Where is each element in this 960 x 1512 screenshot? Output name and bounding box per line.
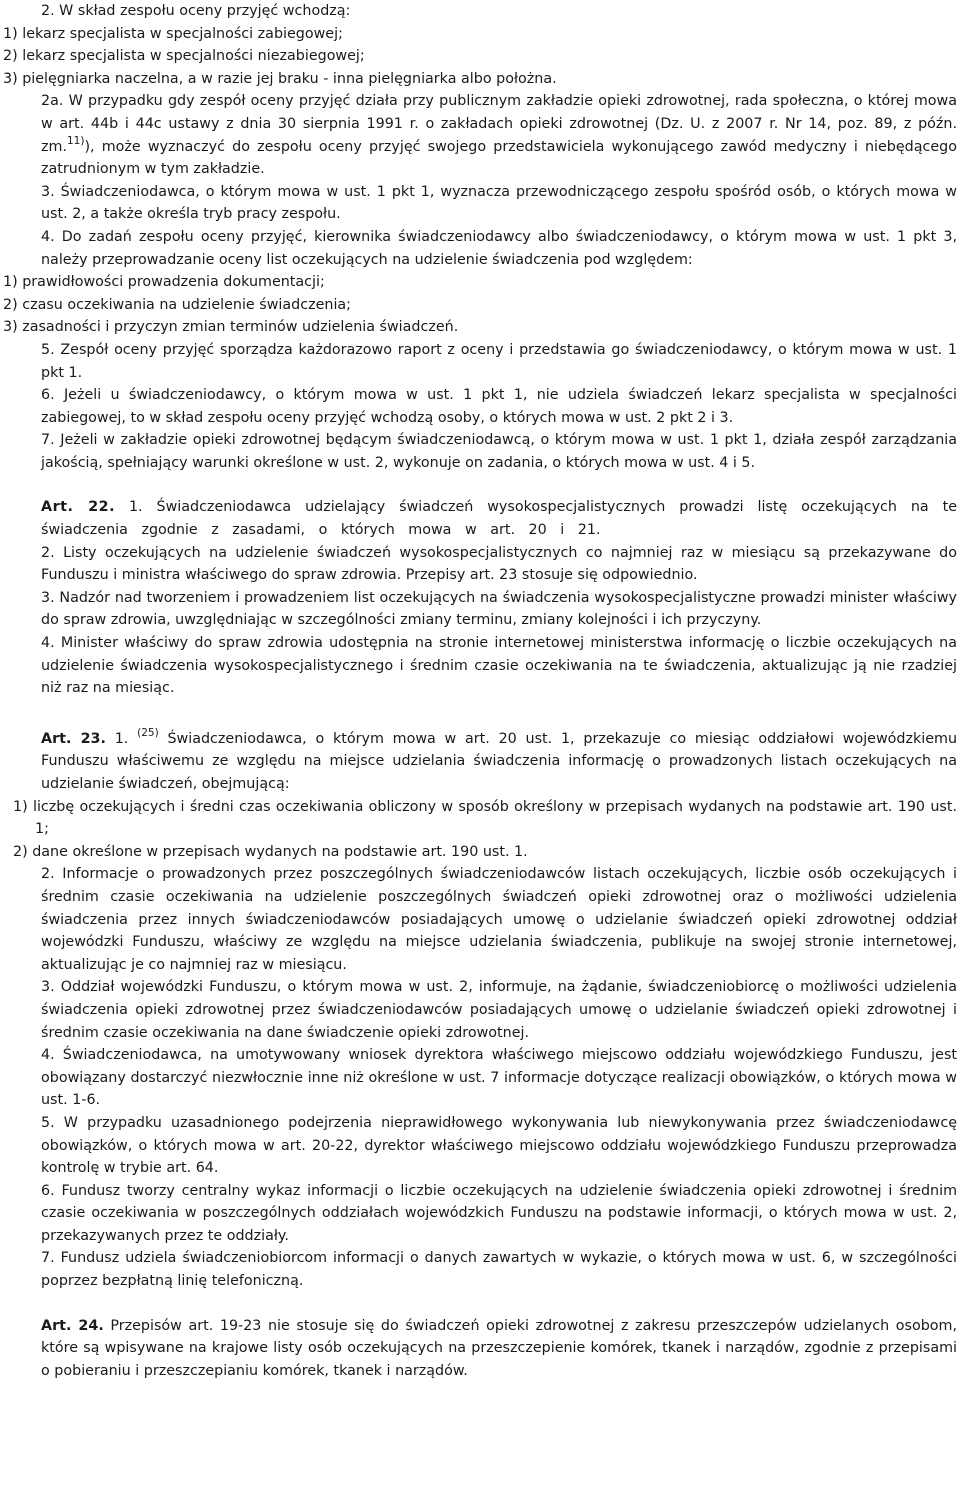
article-23-paragraph: 4. Świadczeniodawca, na umotywowany wniosek dyrektora właściwego miejscowo oddziału wojewódzkiego Funduszu, jest obowiązany dostarczyć niezwłocznie inne niż określone w ust. 7 informacje dotyczące realizacji obowiązków, o których mowa w ust. 1-6. bbox=[41, 1047, 957, 1109]
paragraph-5: 5. Zespół oceny przyjęć sporządza każdorazowo raport z oceny i przedstawia go świadczeniodawcy, o którym mowa w ust. 1 pkt 1. bbox=[41, 341, 957, 381]
paragraph-2a-text: 2a. W przypadku gdy zespół oceny przyjęć działa przy publicznym zakładzie opieki zdrowotnej, rada społeczna, o której mowa w art. 44b i 44c ustawy z dnia 30 sierpnia 1991 r. o zakładach opieki zdrowotnej (Dz. U. z 2007 r. Nr 14, poz. 89, z późn. zm. bbox=[41, 93, 957, 155]
article-22-paragraph: 2. Listy oczekujących na udzielenie świadczeń wysokospecjalistycznych co najmniej raz w miesiącu są przekazywane do Funduszu i ministra właściwego do spraw zdrowia. Przepisy art. 23 stosuje się odpowiednio. bbox=[41, 544, 957, 584]
article-23-number: 1. bbox=[114, 730, 129, 747]
section-spacer bbox=[3, 474, 957, 496]
article-22-lead bbox=[3, 496, 957, 541]
article-23-lead-text: Świadczeniodawca, o którym mowa w art. 20 ust. 1, przekazuje co miesiąc oddziałowi wojewódzkiemu Funduszu właściwemu ze względu na miejsce udzielania świadczenia informację o prowadzonych listach oczekujących na udzielanie świadczeń, obejmującą: bbox=[41, 730, 958, 792]
section-spacer bbox=[3, 1293, 957, 1315]
article-23-paragraph: 3. Oddział wojewódzki Funduszu, o którym mowa w ust. 2, informuje, na żądanie, świadczeniobiorcę o możliwości udzielenia świadczenia opieki zdrowotnej przez świadczeniodawców posiadających umowę o udzielanie świadczeń opieki zdrowotnej i średnim czasie oczekiwania na dane świadczenie opieki zdrowotnej. bbox=[41, 979, 957, 1041]
paragraph-2a-tail: ), może wyznaczyć do zespołu oceny przyjęć swojego przedstawiciela wykonującego zawód medyczny i niebędącego zatrudnionym w tym zakładzie. bbox=[41, 138, 957, 178]
article-23-paragraph: 6. Fundusz tworzy centralny wykaz informacji o liczbie oczekujących na udzielenie świadczenia opieki zdrowotnej i średnim czasie oczekiwania w poszczególnych oddziałach wojewódzkich Funduszu na podstawie informacji, o których mowa w ust. 2, przekazywanych przez te oddziały. bbox=[41, 1182, 957, 1244]
list-item: 1) prawidłowości prowadzenia dokumentacji; bbox=[3, 274, 325, 291]
footnote-ref: 11) bbox=[66, 134, 85, 147]
list-item: 1) liczbę oczekujących i średni czas oczekiwania obliczony w sposób określony w przepisach wydanych na podstawie art. 190 ust. 1; bbox=[13, 798, 957, 838]
list-item: 3) pielęgniarka naczelna, a w razie jej braku - inna pielęgniarka albo położna. bbox=[3, 70, 557, 87]
article-22-lead-text: 1. Świadczeniodawca udzielający świadczeń wysokospecjalistycznych prowadzi listę oczekujących na te świadczenia zgodnie z zasadami, o których mowa w art. 20 i 21. bbox=[41, 499, 957, 539]
list-item: 2) dane określone w przepisach wydanych na podstawie art. 190 ust. 1. bbox=[13, 843, 528, 860]
footnote-ref: (25) bbox=[137, 727, 159, 740]
paragraph-4: 4. Do zadań zespołu oceny przyjęć, kierownika świadczeniodawcy albo świadczeniodawcy, o którym mowa w ust. 1 pkt 3, należy przeprowadzanie oceny list oczekujących na udzielenie świadczenia pod względem: bbox=[41, 228, 957, 268]
article-23-paragraph: 7. Fundusz udziela świadczeniobiorcom informacji o danych zawartych w wykazie, o których mowa w ust. 6, w szczególności poprzez bezpłatną linię telefoniczną. bbox=[41, 1250, 957, 1290]
article-23-lead bbox=[3, 728, 957, 796]
article-23-paragraph: 5. W przypadku uzasadnionego podejrzenia nieprawidłowego wykonywania lub niewykonywania przez świadczeniodawcę obowiązków, o których mowa w art. 20-22, dyrektor właściwego miejscowo oddziału wojewódzkiego Funduszu przeprowadza kontrolę w trybie art. 64. bbox=[41, 1114, 957, 1177]
article-24-label: Art. 24. bbox=[41, 1317, 104, 1334]
article-22-paragraph: 3. Nadzór nad tworzeniem i prowadzeniem list oczekujących na świadczenia wysokospecjalistyczne prowadzi minister właściwy do spraw zdrowia, uwzględniając w szczególności zmiany terminu, zmiany kolejności i ich przyczyny. bbox=[41, 589, 957, 629]
paragraph-7: 7. Jeżeli w zakładzie opieki zdrowotnej będącym świadczeniodawcą, o którym mowa w ust. 1 pkt 1, działa zespół zarządzania jakością, spełniający warunki określone w ust. 2, wykonuje on zadania, o których mowa w ust. 4 i 5. bbox=[41, 432, 957, 471]
list-item: 1) lekarz specjalista w specjalności zabiegowej; bbox=[3, 25, 343, 42]
paragraph-3: 3. Świadczeniodawca, o którym mowa w ust. 1 pkt 1, wyznacza przewodniczącego zespołu spośród osób, o których mowa w ust. 2, a także określa tryb pracy zespołu. bbox=[41, 183, 957, 223]
list-item: 3) zasadności i przyczyn zmian terminów udzielenia świadczeń. bbox=[3, 319, 459, 336]
list-item: 2) czasu oczekiwania na udzielenie świadczenia; bbox=[3, 296, 351, 313]
article-23-label: Art. 23. bbox=[41, 730, 106, 747]
article-24-text: Przepisów art. 19-23 nie stosuje się do świadczeń opieki zdrowotnej z zakresu przeszczepów udzielanych osobom, które są wpisywane na krajowe listy osób oczekujących na przeszczepienie komórek, tkanek i narządów, zgodnie z przepisami o pobieraniu i przeszczepianiu komórek, tkanek i narządów. bbox=[41, 1317, 957, 1379]
paragraph-2a bbox=[3, 90, 957, 180]
article-22-label: Art. 22. bbox=[41, 499, 116, 516]
article-23-paragraph: 2. Informacje o prowadzonych przez poszczególnych świadczeniodawców listach oczekujących, liczbie osób oczekujących i średnim czasie oczekiwania na udzielenie poszczególnych świadczeń opieki zdrowotnej oraz o możliwości udzielenia świadczenia przez innych świadczeniodawców posiadających umowę o udzielanie świadczeń opieki zdrowotnej oddział wojewódzki Funduszu, właściwy ze względu na miejsce udzielania świadczenia, publikuje na swojej stronie internetowej, aktualizując je co najmniej raz w miesiącu. bbox=[41, 866, 957, 973]
paragraph-2: 2. W skład zespołu oceny przyjęć wchodzą: bbox=[41, 3, 351, 19]
paragraph-6: 6. Jeżeli u świadczeniodawcy, o którym mowa w ust. 1 pkt 1, nie udziela świadczeń lekarz specjalista w specjalności zabiegowej, to w skład zespołu oceny przyjęć wchodzą osoby, o których mowa w ust. 2 pkt 2 i 3. bbox=[41, 387, 957, 426]
article-24 bbox=[3, 1315, 957, 1383]
article-22-paragraph: 4. Minister właściwy do spraw zdrowia udostępnia na stronie internetowej ministerstwa informację o liczbie oczekujących na udzielenie świadczenia wysokospecjalistycznego i średnim czasie oczekiwania na te świadczenia, aktualizując ją nie rzadziej niż raz na miesiąc. bbox=[41, 635, 957, 697]
list-item: 2) lekarz specjalista w specjalności niezabiegowej; bbox=[3, 48, 365, 65]
section-spacer bbox=[3, 700, 957, 728]
